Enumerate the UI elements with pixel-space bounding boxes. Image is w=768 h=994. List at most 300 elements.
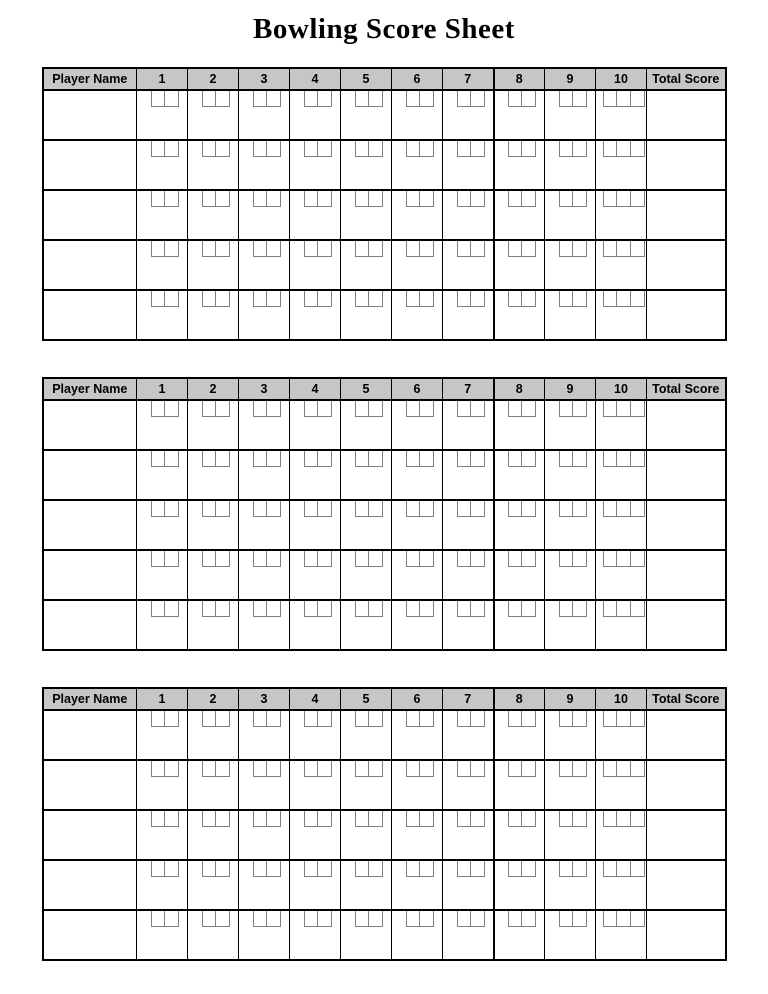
- throw-box[interactable]: [573, 861, 587, 877]
- throw-box[interactable]: [202, 551, 216, 567]
- throw-box[interactable]: [603, 711, 617, 727]
- player-name-cell[interactable]: [43, 90, 137, 140]
- frame-cell-8[interactable]: [494, 710, 545, 760]
- throw-box[interactable]: [471, 711, 485, 727]
- total-score-cell[interactable]: [647, 140, 726, 190]
- throw-box[interactable]: [420, 601, 434, 617]
- frame-cell-7[interactable]: [443, 450, 494, 500]
- throw-box[interactable]: [573, 291, 587, 307]
- throw-box[interactable]: [631, 601, 645, 617]
- frame-cell-7[interactable]: [443, 600, 494, 650]
- frame-cell-6[interactable]: [392, 400, 443, 450]
- throw-box[interactable]: [267, 711, 281, 727]
- throw-box[interactable]: [355, 451, 369, 467]
- throw-box[interactable]: [471, 551, 485, 567]
- frame-cell-2[interactable]: [188, 190, 239, 240]
- frame-cell-4[interactable]: [290, 710, 341, 760]
- throw-box[interactable]: [508, 401, 522, 417]
- throw-box[interactable]: [165, 711, 179, 727]
- frame-cell-5[interactable]: [341, 290, 392, 340]
- throw-box[interactable]: [573, 191, 587, 207]
- frame-cell-8[interactable]: [494, 450, 545, 500]
- throw-box[interactable]: [151, 291, 165, 307]
- throw-box[interactable]: [420, 551, 434, 567]
- frame-cell-10[interactable]: [596, 550, 647, 600]
- throw-box[interactable]: [406, 401, 420, 417]
- frame-cell-5[interactable]: [341, 90, 392, 140]
- frame-cell-2[interactable]: [188, 140, 239, 190]
- frame-cell-4[interactable]: [290, 810, 341, 860]
- throw-box[interactable]: [369, 551, 383, 567]
- throw-box[interactable]: [508, 191, 522, 207]
- throw-box[interactable]: [508, 451, 522, 467]
- throw-box[interactable]: [559, 861, 573, 877]
- throw-box[interactable]: [573, 401, 587, 417]
- throw-box[interactable]: [318, 911, 332, 927]
- throw-box[interactable]: [603, 191, 617, 207]
- throw-box[interactable]: [522, 911, 536, 927]
- throw-box[interactable]: [603, 241, 617, 257]
- throw-box[interactable]: [369, 141, 383, 157]
- throw-box[interactable]: [216, 711, 230, 727]
- throw-box[interactable]: [617, 401, 631, 417]
- throw-box[interactable]: [559, 501, 573, 517]
- frame-cell-3[interactable]: [239, 450, 290, 500]
- player-name-cell[interactable]: [43, 400, 137, 450]
- frame-cell-8[interactable]: [494, 810, 545, 860]
- throw-box[interactable]: [457, 401, 471, 417]
- frame-cell-2[interactable]: [188, 550, 239, 600]
- throw-box[interactable]: [406, 191, 420, 207]
- total-score-cell[interactable]: [647, 240, 726, 290]
- throw-box[interactable]: [631, 911, 645, 927]
- throw-box[interactable]: [573, 91, 587, 107]
- throw-box[interactable]: [267, 401, 281, 417]
- frame-cell-6[interactable]: [392, 600, 443, 650]
- throw-box[interactable]: [457, 291, 471, 307]
- throw-box[interactable]: [216, 861, 230, 877]
- frame-cell-4[interactable]: [290, 290, 341, 340]
- throw-box[interactable]: [202, 711, 216, 727]
- player-name-cell[interactable]: [43, 450, 137, 500]
- throw-box[interactable]: [355, 711, 369, 727]
- throw-box[interactable]: [522, 861, 536, 877]
- throw-box[interactable]: [355, 761, 369, 777]
- throw-box[interactable]: [202, 911, 216, 927]
- throw-box[interactable]: [318, 711, 332, 727]
- throw-box[interactable]: [355, 911, 369, 927]
- frame-cell-8[interactable]: [494, 400, 545, 450]
- frame-cell-3[interactable]: [239, 290, 290, 340]
- frame-cell-1[interactable]: [137, 550, 188, 600]
- frame-cell-5[interactable]: [341, 910, 392, 960]
- player-name-cell[interactable]: [43, 910, 137, 960]
- throw-box[interactable]: [406, 861, 420, 877]
- frame-cell-1[interactable]: [137, 290, 188, 340]
- throw-box[interactable]: [253, 141, 267, 157]
- throw-box[interactable]: [216, 811, 230, 827]
- frame-cell-3[interactable]: [239, 240, 290, 290]
- frame-cell-3[interactable]: [239, 860, 290, 910]
- frame-cell-10[interactable]: [596, 860, 647, 910]
- throw-box[interactable]: [406, 291, 420, 307]
- frame-cell-9[interactable]: [545, 500, 596, 550]
- throw-box[interactable]: [471, 451, 485, 467]
- frame-cell-7[interactable]: [443, 240, 494, 290]
- throw-box[interactable]: [216, 141, 230, 157]
- frame-cell-7[interactable]: [443, 550, 494, 600]
- frame-cell-5[interactable]: [341, 190, 392, 240]
- throw-box[interactable]: [406, 811, 420, 827]
- frame-cell-10[interactable]: [596, 760, 647, 810]
- frame-cell-3[interactable]: [239, 190, 290, 240]
- throw-box[interactable]: [369, 91, 383, 107]
- throw-box[interactable]: [267, 861, 281, 877]
- frame-cell-4[interactable]: [290, 240, 341, 290]
- frame-cell-5[interactable]: [341, 240, 392, 290]
- throw-box[interactable]: [216, 401, 230, 417]
- total-score-cell[interactable]: [647, 190, 726, 240]
- frame-cell-4[interactable]: [290, 860, 341, 910]
- throw-box[interactable]: [202, 141, 216, 157]
- frame-cell-3[interactable]: [239, 710, 290, 760]
- throw-box[interactable]: [471, 91, 485, 107]
- frame-cell-9[interactable]: [545, 710, 596, 760]
- frame-cell-2[interactable]: [188, 450, 239, 500]
- frame-cell-1[interactable]: [137, 190, 188, 240]
- frame-cell-3[interactable]: [239, 600, 290, 650]
- throw-box[interactable]: [471, 141, 485, 157]
- throw-box[interactable]: [304, 911, 318, 927]
- throw-box[interactable]: [508, 241, 522, 257]
- throw-box[interactable]: [603, 811, 617, 827]
- throw-box[interactable]: [165, 191, 179, 207]
- frame-cell-1[interactable]: [137, 810, 188, 860]
- total-score-cell[interactable]: [647, 710, 726, 760]
- throw-box[interactable]: [369, 501, 383, 517]
- player-name-cell[interactable]: [43, 760, 137, 810]
- throw-box[interactable]: [522, 601, 536, 617]
- throw-box[interactable]: [165, 911, 179, 927]
- frame-cell-9[interactable]: [545, 90, 596, 140]
- throw-box[interactable]: [559, 601, 573, 617]
- throw-box[interactable]: [471, 761, 485, 777]
- throw-box[interactable]: [202, 451, 216, 467]
- throw-box[interactable]: [631, 501, 645, 517]
- throw-box[interactable]: [304, 91, 318, 107]
- frame-cell-2[interactable]: [188, 90, 239, 140]
- throw-box[interactable]: [267, 141, 281, 157]
- throw-box[interactable]: [216, 451, 230, 467]
- throw-box[interactable]: [253, 401, 267, 417]
- frame-cell-7[interactable]: [443, 760, 494, 810]
- frame-cell-8[interactable]: [494, 550, 545, 600]
- frame-cell-8[interactable]: [494, 190, 545, 240]
- throw-box[interactable]: [573, 911, 587, 927]
- throw-box[interactable]: [420, 451, 434, 467]
- throw-box[interactable]: [617, 451, 631, 467]
- frame-cell-9[interactable]: [545, 290, 596, 340]
- throw-box[interactable]: [406, 601, 420, 617]
- throw-box[interactable]: [617, 911, 631, 927]
- throw-box[interactable]: [267, 761, 281, 777]
- throw-box[interactable]: [522, 291, 536, 307]
- throw-box[interactable]: [304, 241, 318, 257]
- throw-box[interactable]: [420, 811, 434, 827]
- throw-box[interactable]: [573, 601, 587, 617]
- throw-box[interactable]: [369, 861, 383, 877]
- frame-cell-2[interactable]: [188, 500, 239, 550]
- throw-box[interactable]: [253, 601, 267, 617]
- player-name-cell[interactable]: [43, 860, 137, 910]
- throw-box[interactable]: [631, 91, 645, 107]
- throw-box[interactable]: [216, 551, 230, 567]
- throw-box[interactable]: [406, 501, 420, 517]
- throw-box[interactable]: [253, 451, 267, 467]
- frame-cell-9[interactable]: [545, 810, 596, 860]
- frame-cell-9[interactable]: [545, 240, 596, 290]
- frame-cell-3[interactable]: [239, 500, 290, 550]
- frame-cell-6[interactable]: [392, 860, 443, 910]
- throw-box[interactable]: [151, 761, 165, 777]
- throw-box[interactable]: [355, 601, 369, 617]
- frame-cell-10[interactable]: [596, 500, 647, 550]
- frame-cell-8[interactable]: [494, 240, 545, 290]
- throw-box[interactable]: [617, 551, 631, 567]
- throw-box[interactable]: [603, 861, 617, 877]
- throw-box[interactable]: [573, 141, 587, 157]
- throw-box[interactable]: [165, 811, 179, 827]
- throw-box[interactable]: [304, 501, 318, 517]
- throw-box[interactable]: [617, 141, 631, 157]
- throw-box[interactable]: [631, 401, 645, 417]
- frame-cell-6[interactable]: [392, 550, 443, 600]
- frame-cell-8[interactable]: [494, 290, 545, 340]
- throw-box[interactable]: [165, 141, 179, 157]
- throw-box[interactable]: [573, 501, 587, 517]
- throw-box[interactable]: [406, 711, 420, 727]
- throw-box[interactable]: [202, 191, 216, 207]
- frame-cell-6[interactable]: [392, 500, 443, 550]
- frame-cell-6[interactable]: [392, 290, 443, 340]
- frame-cell-2[interactable]: [188, 290, 239, 340]
- throw-box[interactable]: [508, 291, 522, 307]
- throw-box[interactable]: [318, 601, 332, 617]
- frame-cell-4[interactable]: [290, 450, 341, 500]
- frame-cell-6[interactable]: [392, 760, 443, 810]
- total-score-cell[interactable]: [647, 290, 726, 340]
- throw-box[interactable]: [420, 291, 434, 307]
- throw-box[interactable]: [559, 241, 573, 257]
- throw-box[interactable]: [522, 551, 536, 567]
- throw-box[interactable]: [406, 761, 420, 777]
- throw-box[interactable]: [355, 811, 369, 827]
- throw-box[interactable]: [617, 91, 631, 107]
- throw-box[interactable]: [457, 191, 471, 207]
- frame-cell-9[interactable]: [545, 550, 596, 600]
- frame-cell-3[interactable]: [239, 140, 290, 190]
- throw-box[interactable]: [617, 711, 631, 727]
- throw-box[interactable]: [471, 501, 485, 517]
- frame-cell-6[interactable]: [392, 450, 443, 500]
- throw-box[interactable]: [202, 91, 216, 107]
- throw-box[interactable]: [603, 291, 617, 307]
- frame-cell-1[interactable]: [137, 710, 188, 760]
- throw-box[interactable]: [267, 241, 281, 257]
- throw-box[interactable]: [318, 761, 332, 777]
- frame-cell-6[interactable]: [392, 910, 443, 960]
- total-score-cell[interactable]: [647, 760, 726, 810]
- frame-cell-10[interactable]: [596, 710, 647, 760]
- frame-cell-7[interactable]: [443, 190, 494, 240]
- throw-box[interactable]: [216, 501, 230, 517]
- throw-box[interactable]: [318, 191, 332, 207]
- frame-cell-1[interactable]: [137, 600, 188, 650]
- frame-cell-8[interactable]: [494, 760, 545, 810]
- throw-box[interactable]: [318, 401, 332, 417]
- total-score-cell[interactable]: [647, 600, 726, 650]
- throw-box[interactable]: [603, 551, 617, 567]
- throw-box[interactable]: [369, 191, 383, 207]
- throw-box[interactable]: [573, 711, 587, 727]
- throw-box[interactable]: [420, 501, 434, 517]
- frame-cell-3[interactable]: [239, 910, 290, 960]
- throw-box[interactable]: [151, 711, 165, 727]
- throw-box[interactable]: [253, 711, 267, 727]
- frame-cell-10[interactable]: [596, 90, 647, 140]
- throw-box[interactable]: [355, 401, 369, 417]
- throw-box[interactable]: [406, 91, 420, 107]
- frame-cell-1[interactable]: [137, 860, 188, 910]
- throw-box[interactable]: [202, 601, 216, 617]
- throw-box[interactable]: [216, 241, 230, 257]
- frame-cell-7[interactable]: [443, 400, 494, 450]
- frame-cell-4[interactable]: [290, 500, 341, 550]
- frame-cell-7[interactable]: [443, 710, 494, 760]
- throw-box[interactable]: [631, 191, 645, 207]
- throw-box[interactable]: [573, 451, 587, 467]
- frame-cell-10[interactable]: [596, 450, 647, 500]
- throw-box[interactable]: [369, 291, 383, 307]
- frame-cell-9[interactable]: [545, 860, 596, 910]
- throw-box[interactable]: [617, 601, 631, 617]
- throw-box[interactable]: [267, 911, 281, 927]
- frame-cell-4[interactable]: [290, 90, 341, 140]
- throw-box[interactable]: [165, 451, 179, 467]
- throw-box[interactable]: [369, 241, 383, 257]
- throw-box[interactable]: [559, 911, 573, 927]
- throw-box[interactable]: [304, 141, 318, 157]
- frame-cell-3[interactable]: [239, 550, 290, 600]
- throw-box[interactable]: [253, 911, 267, 927]
- throw-box[interactable]: [522, 451, 536, 467]
- frame-cell-9[interactable]: [545, 450, 596, 500]
- throw-box[interactable]: [457, 911, 471, 927]
- throw-box[interactable]: [522, 241, 536, 257]
- throw-box[interactable]: [603, 761, 617, 777]
- throw-box[interactable]: [151, 451, 165, 467]
- throw-box[interactable]: [631, 141, 645, 157]
- throw-box[interactable]: [304, 761, 318, 777]
- throw-box[interactable]: [559, 291, 573, 307]
- total-score-cell[interactable]: [647, 450, 726, 500]
- frame-cell-1[interactable]: [137, 140, 188, 190]
- frame-cell-1[interactable]: [137, 910, 188, 960]
- frame-cell-1[interactable]: [137, 240, 188, 290]
- frame-cell-7[interactable]: [443, 140, 494, 190]
- throw-box[interactable]: [508, 911, 522, 927]
- frame-cell-3[interactable]: [239, 400, 290, 450]
- throw-box[interactable]: [151, 241, 165, 257]
- throw-box[interactable]: [151, 401, 165, 417]
- throw-box[interactable]: [420, 711, 434, 727]
- frame-cell-10[interactable]: [596, 140, 647, 190]
- frame-cell-1[interactable]: [137, 500, 188, 550]
- throw-box[interactable]: [603, 601, 617, 617]
- throw-box[interactable]: [202, 401, 216, 417]
- throw-box[interactable]: [355, 551, 369, 567]
- throw-box[interactable]: [165, 291, 179, 307]
- throw-box[interactable]: [216, 91, 230, 107]
- frame-cell-7[interactable]: [443, 500, 494, 550]
- frame-cell-7[interactable]: [443, 910, 494, 960]
- frame-cell-5[interactable]: [341, 710, 392, 760]
- throw-box[interactable]: [420, 141, 434, 157]
- throw-box[interactable]: [304, 711, 318, 727]
- frame-cell-4[interactable]: [290, 760, 341, 810]
- frame-cell-5[interactable]: [341, 760, 392, 810]
- player-name-cell[interactable]: [43, 290, 137, 340]
- throw-box[interactable]: [471, 241, 485, 257]
- frame-cell-4[interactable]: [290, 400, 341, 450]
- throw-box[interactable]: [471, 191, 485, 207]
- throw-box[interactable]: [355, 91, 369, 107]
- throw-box[interactable]: [420, 91, 434, 107]
- throw-box[interactable]: [522, 711, 536, 727]
- throw-box[interactable]: [457, 711, 471, 727]
- frame-cell-6[interactable]: [392, 710, 443, 760]
- throw-box[interactable]: [267, 501, 281, 517]
- throw-box[interactable]: [420, 911, 434, 927]
- throw-box[interactable]: [355, 141, 369, 157]
- frame-cell-6[interactable]: [392, 240, 443, 290]
- throw-box[interactable]: [253, 811, 267, 827]
- throw-box[interactable]: [216, 291, 230, 307]
- throw-box[interactable]: [253, 291, 267, 307]
- throw-box[interactable]: [253, 501, 267, 517]
- frame-cell-5[interactable]: [341, 450, 392, 500]
- throw-box[interactable]: [457, 241, 471, 257]
- throw-box[interactable]: [202, 761, 216, 777]
- throw-box[interactable]: [318, 811, 332, 827]
- frame-cell-5[interactable]: [341, 140, 392, 190]
- throw-box[interactable]: [318, 91, 332, 107]
- frame-cell-9[interactable]: [545, 400, 596, 450]
- throw-box[interactable]: [457, 811, 471, 827]
- frame-cell-4[interactable]: [290, 550, 341, 600]
- throw-box[interactable]: [617, 291, 631, 307]
- throw-box[interactable]: [253, 191, 267, 207]
- throw-box[interactable]: [559, 91, 573, 107]
- throw-box[interactable]: [151, 551, 165, 567]
- throw-box[interactable]: [165, 401, 179, 417]
- throw-box[interactable]: [151, 861, 165, 877]
- throw-box[interactable]: [522, 401, 536, 417]
- throw-box[interactable]: [216, 191, 230, 207]
- frame-cell-9[interactable]: [545, 760, 596, 810]
- throw-box[interactable]: [603, 401, 617, 417]
- throw-box[interactable]: [267, 191, 281, 207]
